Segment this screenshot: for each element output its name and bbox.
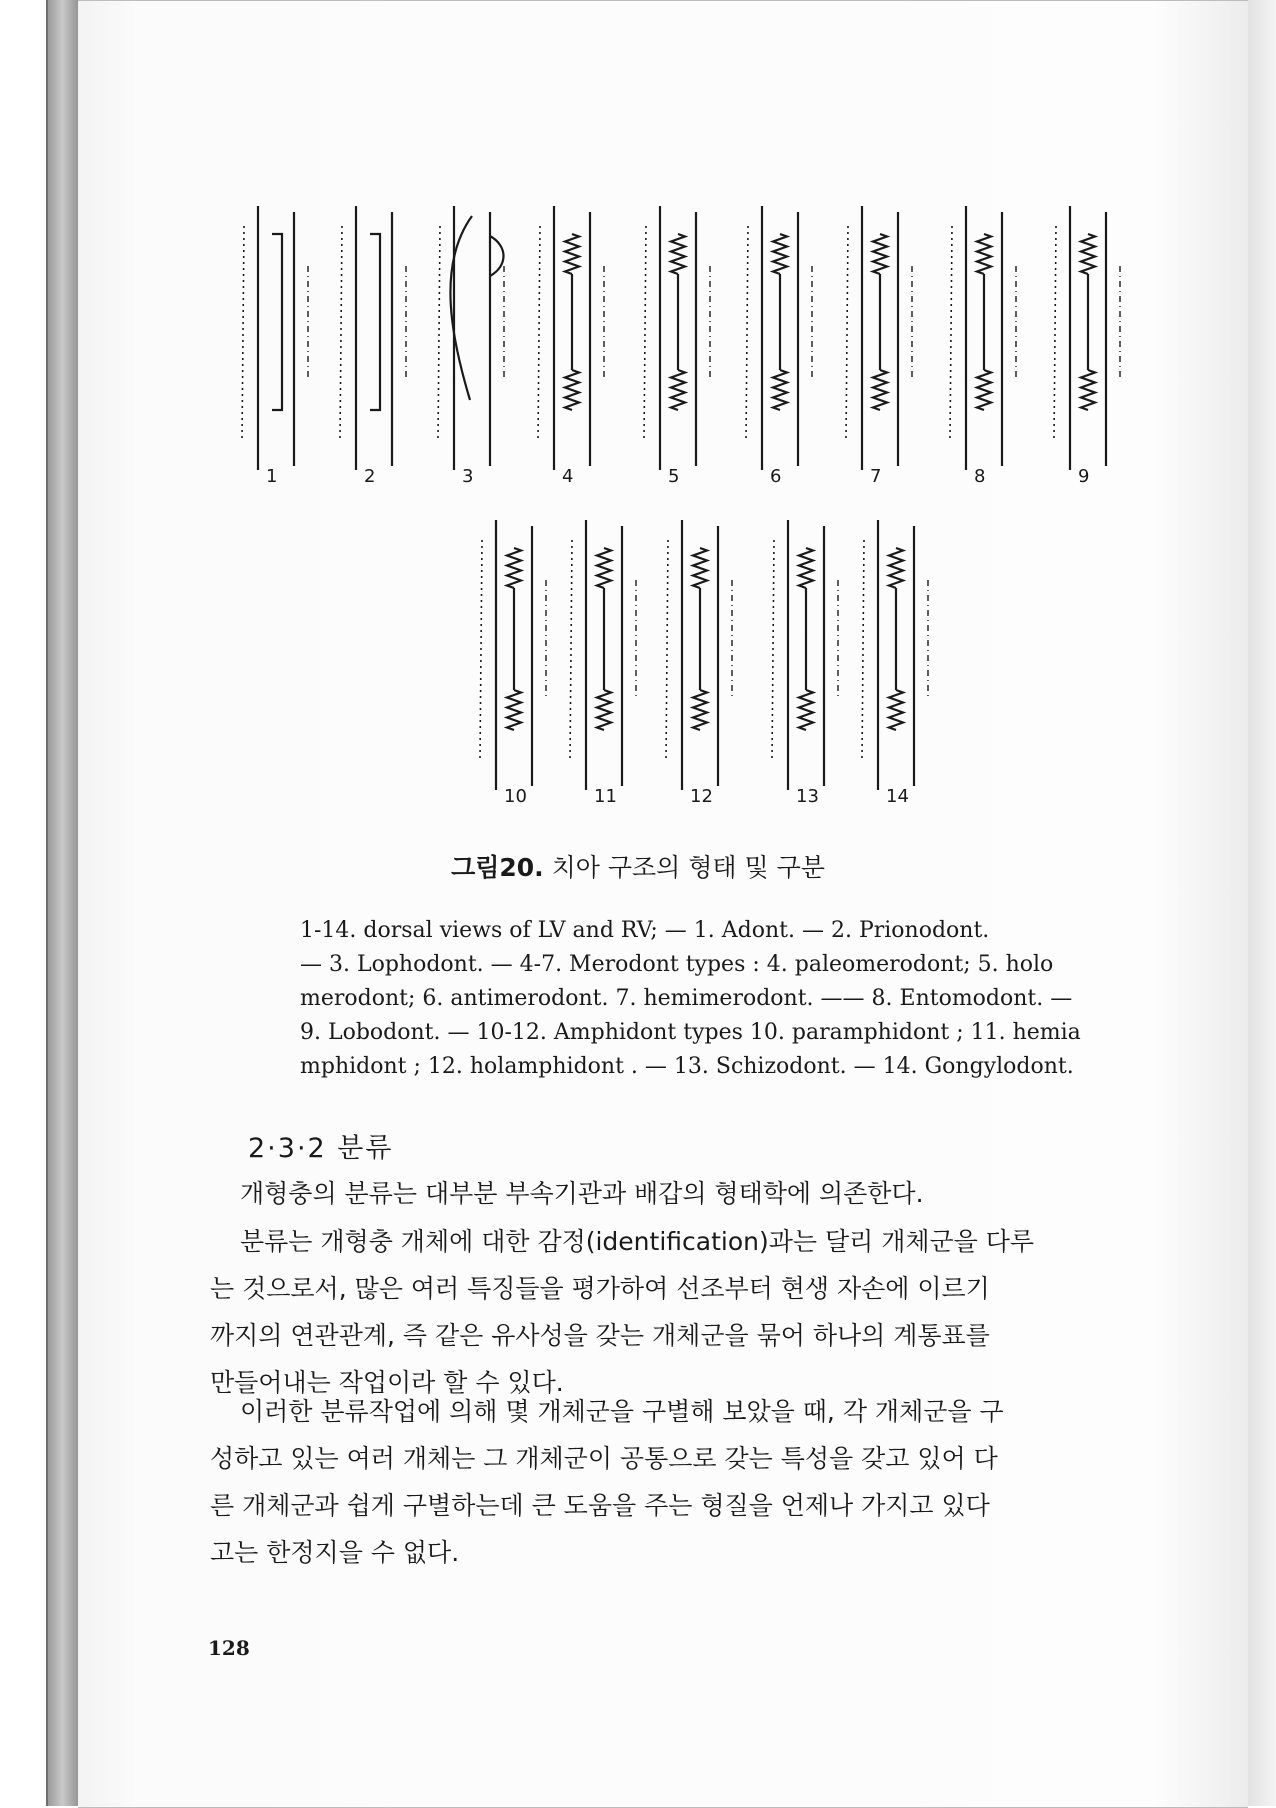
paragraph-1 <box>210 1170 1150 1217</box>
panel-label: 13 <box>796 786 819 807</box>
panel-label: 9 <box>1078 466 1090 487</box>
text-line: 고는 한정지을 수 없다. <box>210 1538 460 1567</box>
panel-label: 5 <box>668 466 680 487</box>
text-line: 성하고 있는 여러 개체는 그 개체군이 공통으로 갖는 특성을 갖고 있어 다 <box>210 1444 998 1473</box>
text-line: 분류는 개형충 개체에 대한 감정(identification)과는 달리 개체군을 다루 <box>240 1227 1035 1256</box>
text-line: 는 것으로서, 많은 여러 특징들을 평가하여 선조부터 현생 자손에 이르기 <box>210 1274 990 1303</box>
panel-label: 7 <box>870 466 882 487</box>
diagram-panel-13 <box>772 520 838 807</box>
diagram-panel-6 <box>746 206 812 487</box>
text-line: 른 개체군과 쉽게 구별하는데 큰 도움을 주는 형질을 언제나 가지고 있다 <box>210 1491 990 1520</box>
legend-line: merodont; 6. antimerodont. 7. hemimerodont. —— 8. Entomodont. — <box>300 986 1073 1011</box>
panel-label: 1 <box>266 466 278 487</box>
legend-line: — 3. Lophodont. — 4-7. Merodont types : 4. paleomerodont; 5. holo <box>300 952 1054 977</box>
diagram-panel-4 <box>538 206 604 487</box>
panel-label: 8 <box>974 466 986 487</box>
diagram-panel-8 <box>950 206 1016 487</box>
text-line: 개형충의 분류는 대부분 부속기관과 배갑의 형태학에 의존한다. <box>240 1179 924 1208</box>
diagram-panel-11 <box>570 520 636 807</box>
panel-label: 6 <box>770 466 782 487</box>
tooth-structure-figure <box>0 0 1276 820</box>
figure-caption-text: 치아 구조의 형태 및 구분 <box>551 853 825 882</box>
text-line: 까지의 연관관계, 즉 같은 유사성을 갖는 개체군을 묶어 하나의 계통표를 <box>210 1321 990 1350</box>
page-number: 128 <box>208 1636 250 1660</box>
legend-line: 9. Lobodont. — 10-12. Amphidont types 10. paramphidont ; 11. hemia <box>300 1020 1081 1045</box>
diagram-panel-10 <box>480 520 546 807</box>
diagram-panel-5 <box>644 206 710 487</box>
section-heading: 2·3·2 분류 <box>248 1133 394 1164</box>
diagram-panel-1 <box>242 206 308 487</box>
diagram-panel-7 <box>846 206 912 487</box>
panel-label: 14 <box>886 786 909 807</box>
paragraph-3 <box>210 1388 1150 1576</box>
figure-caption <box>0 848 1276 884</box>
figure-legend <box>300 914 1081 1084</box>
diagram-panel-12 <box>666 520 732 807</box>
panel-label: 11 <box>594 786 617 807</box>
diagram-panel-14 <box>862 520 928 807</box>
text-line: 이러한 분류작업에 의해 몇 개체군을 구별해 보았을 때, 각 개체군을 구 <box>240 1397 1004 1426</box>
paragraph-2 <box>210 1218 1150 1406</box>
diagram-panel-9 <box>1054 206 1120 487</box>
diagram-panel-3 <box>438 206 504 487</box>
panel-label: 2 <box>364 466 376 487</box>
panel-label: 12 <box>690 786 713 807</box>
text-line: 만들어내는 작업이라 할 수 있다. <box>210 1368 564 1397</box>
diagram-panel-2 <box>340 206 406 487</box>
panel-label: 3 <box>462 466 474 487</box>
panel-label: 10 <box>504 786 527 807</box>
panel-label: 4 <box>562 466 574 487</box>
legend-line: 1-14. dorsal views of LV and RV; — 1. Adont. — 2. Prionodont. <box>300 918 990 943</box>
figure-caption-label: 그림20. <box>451 853 544 882</box>
legend-line: mphidont ; 12. holamphidont . — 13. Schizodont. — 14. Gongylodont. <box>300 1054 1074 1079</box>
